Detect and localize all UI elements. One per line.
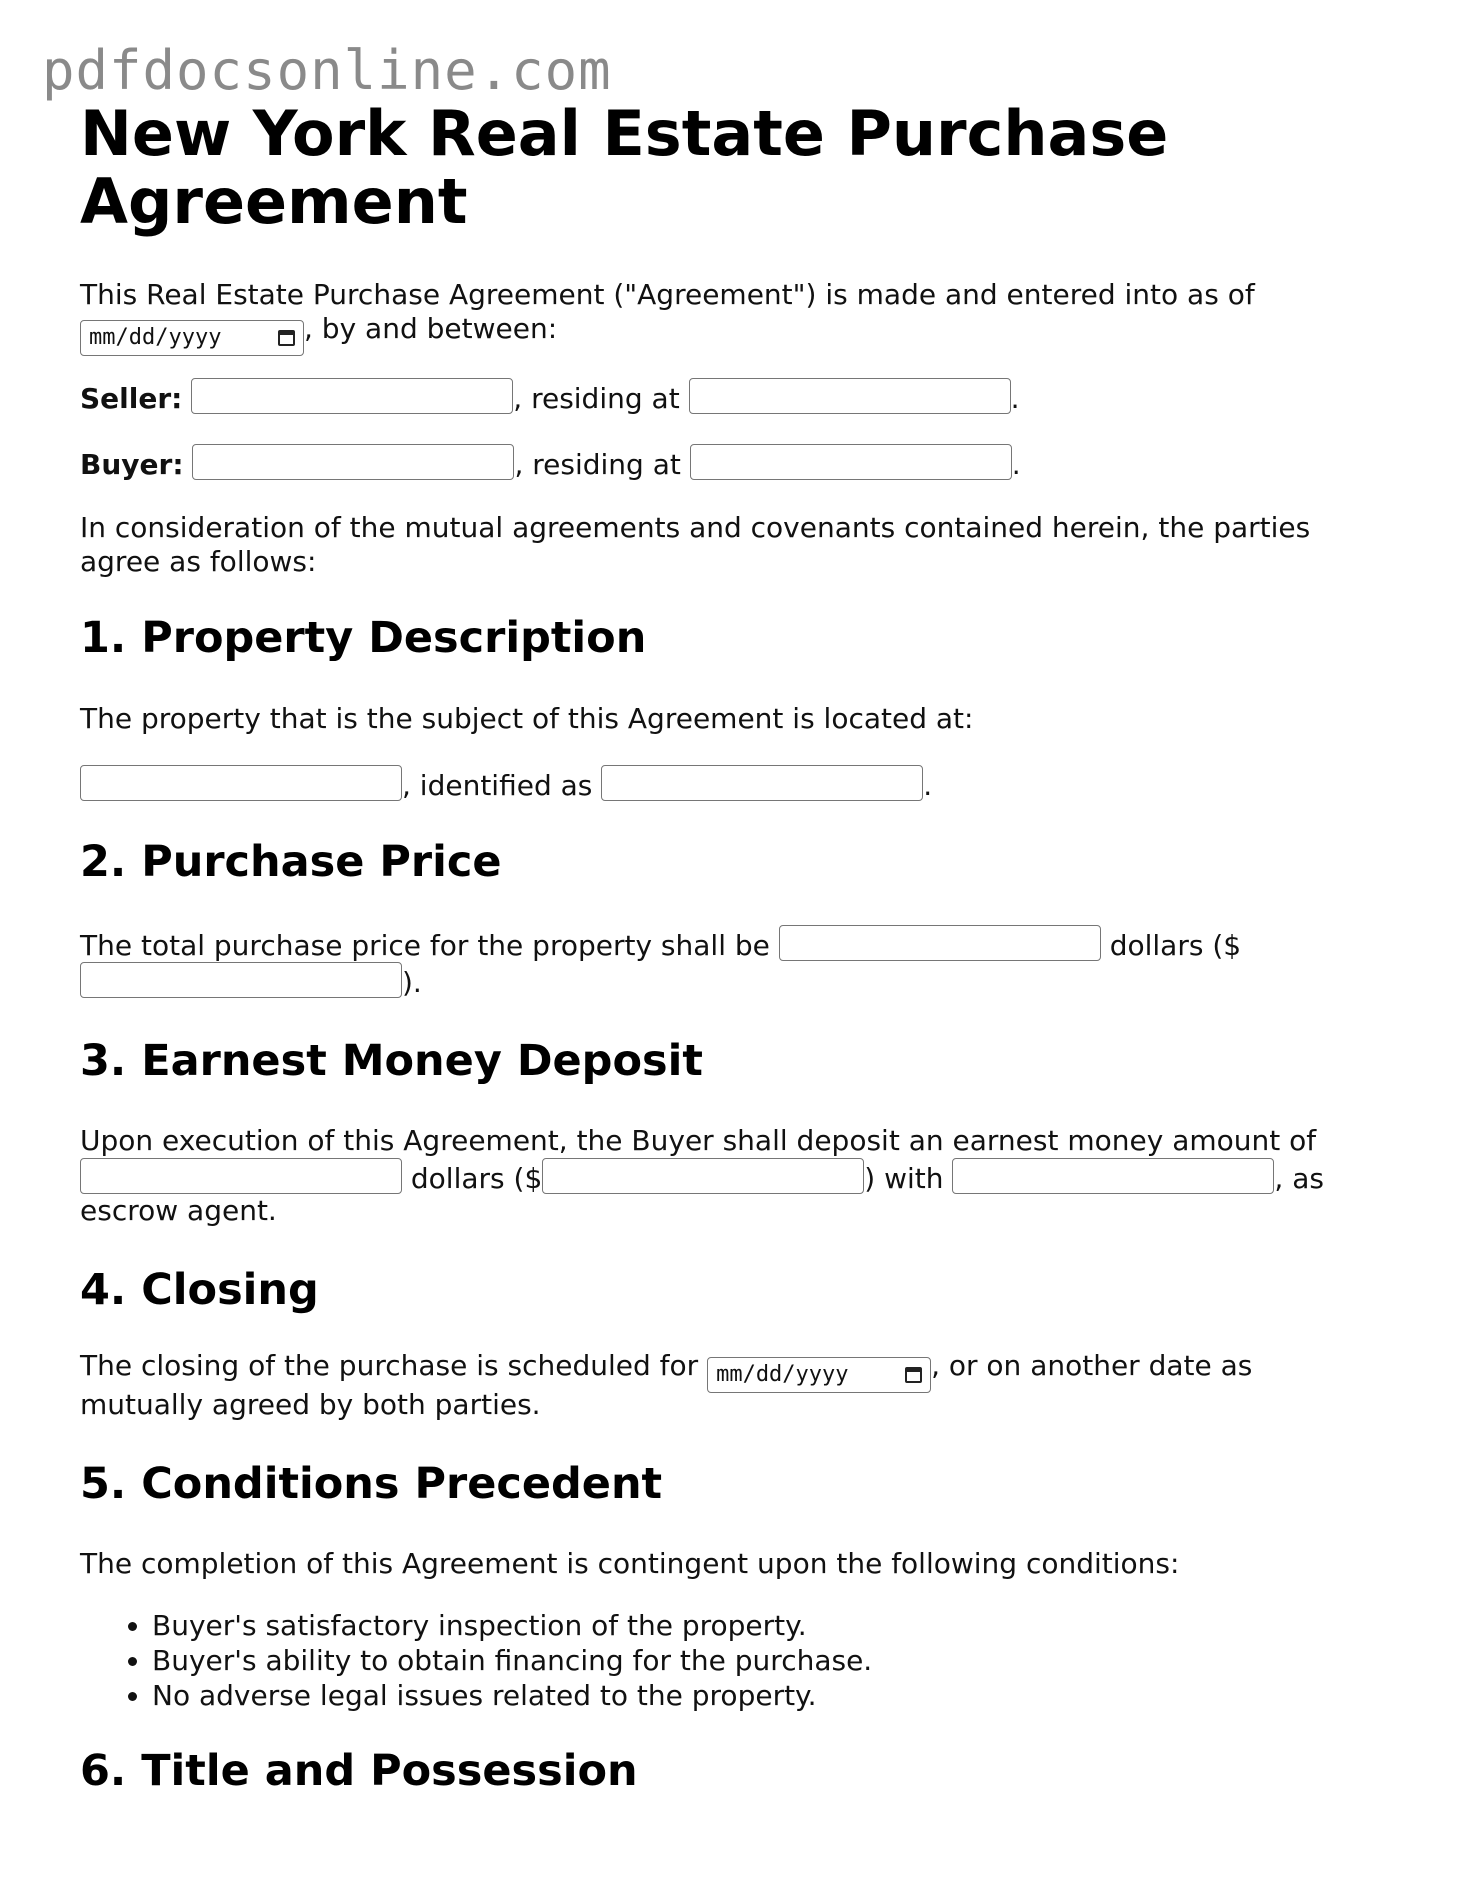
seller-end: . [1010,382,1020,415]
section-1-heading: 1. Property Description [80,613,647,663]
closing-date-placeholder: mm/dd/yyyy [716,1362,849,1387]
earnest-text: Upon execution of this Agreement, the Buyer shall deposit an earnest money amount of [80,1124,1317,1157]
conditions-list [80,1608,872,1713]
agreement-date-placeholder: mm/dd/yyyy [89,325,222,350]
page-title-line1: New York Real Estate Purchase [80,97,1169,170]
seller-row [80,378,1019,416]
earnest-with-text: ) with [864,1162,944,1195]
intro-after-date: , by and between: [304,312,558,345]
price-row [80,925,1241,963]
earnest-dollars-text: dollars ($ [410,1162,543,1195]
closing-row [80,1349,1252,1393]
buyer-residing-text: , residing at [514,448,681,481]
property-row [80,765,932,803]
list-item: • Buyer's satisfactory inspection of the property. [152,1608,872,1643]
property-identifier-input[interactable] [601,765,923,801]
property-end: . [923,769,933,802]
seller-residing-text: , residing at [513,382,680,415]
price-row-2 [80,962,422,1000]
seller-address-input[interactable] [689,378,1011,414]
seller-name-input[interactable] [191,378,513,414]
price-end: ). [402,966,422,999]
buyer-address-input[interactable] [690,444,1012,480]
escrow-text: escrow agent. [80,1194,277,1227]
price-amount-input[interactable] [80,962,402,998]
calendar-icon[interactable] [905,1367,922,1383]
consideration-text: In consideration of the mutual agreements and covenants contained herein, the parties agree as follows: [80,511,1311,578]
agreement-date-input[interactable] [80,320,304,356]
page-title-line2: Agreement [80,165,468,238]
closing-text-before: The closing of the purchase is scheduled for [80,1349,699,1382]
buyer-row [80,444,1021,482]
section-4-heading: 4. Closing [80,1265,319,1315]
escrow-agent-input[interactable] [952,1158,1274,1194]
price-dollars-text: dollars ($ [1109,929,1242,962]
watermark-logo: pdfdocsonline.com [42,39,612,102]
closing-text-after: , or on another date as [931,1349,1253,1382]
section-5-heading: 5. Conditions Precedent [80,1459,663,1509]
section-6-heading: 6. Title and Possession [80,1746,638,1796]
earnest-row [80,1158,1324,1196]
buyer-name-input[interactable] [192,444,514,480]
intro-line2 [80,312,557,356]
conditions-text: The completion of this Agreement is contingent upon the following conditions: [80,1547,1180,1580]
earnest-amount-input[interactable] [542,1158,864,1194]
seller-label: Seller: [80,382,183,415]
section-3-heading: 3. Earnest Money Deposit [80,1036,703,1086]
closing-line2: mutually agreed by both parties. [80,1388,541,1421]
list-item: • No adverse legal issues related to the property. [152,1678,872,1713]
buyer-end: . [1011,448,1021,481]
earnest-words-input[interactable] [80,1158,402,1194]
property-location-input[interactable] [80,765,402,801]
calendar-icon[interactable] [278,330,295,346]
list-item: • Buyer's ability to obtain financing for the purchase. [152,1643,872,1678]
section-2-heading: 2. Purchase Price [80,837,502,887]
identified-as-text: , identified as [402,769,593,802]
earnest-as-text: , as [1274,1162,1324,1195]
closing-date-input[interactable] [707,1357,931,1393]
price-text: The total purchase price for the property shall be [80,929,770,962]
page-title [80,97,1169,238]
buyer-label: Buyer: [80,448,184,481]
price-words-input[interactable] [779,925,1101,961]
intro-line1: This Real Estate Purchase Agreement ("Agreement") is made and entered into as of [80,278,1255,311]
property-text: The property that is the subject of this Agreement is located at: [80,702,974,735]
